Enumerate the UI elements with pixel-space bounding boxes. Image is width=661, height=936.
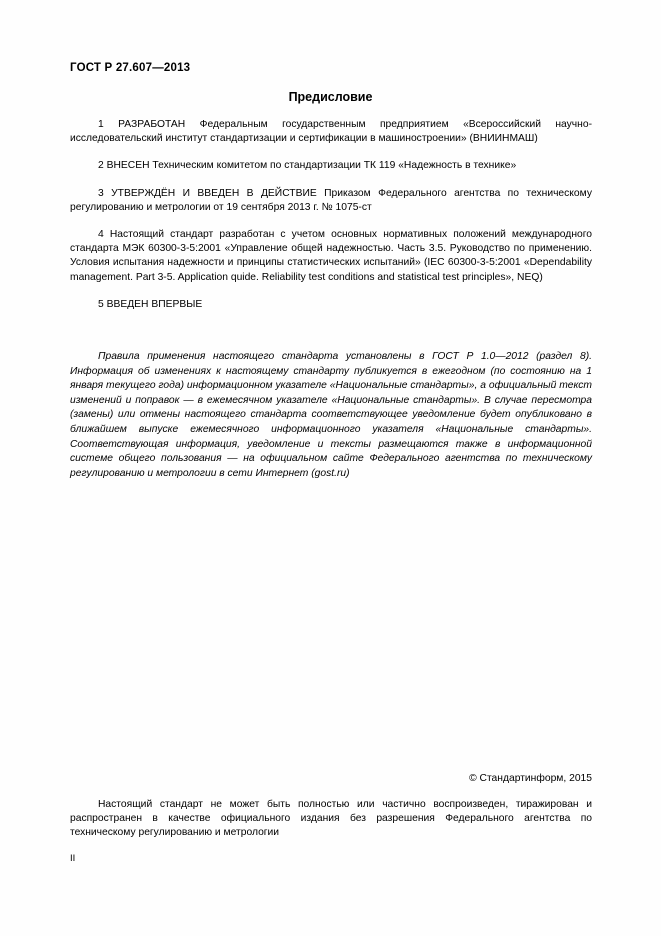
preface-item-2: 2 ВНЕСЕН Техническим комитетом по стандартизации ТК 119 «Надежность в технике» bbox=[98, 160, 517, 172]
standard-code: ГОСТ Р 27.607—2013 bbox=[70, 62, 191, 74]
preface-item-5: 5 ВВЕДЕН ВПЕРВЫЕ bbox=[98, 298, 203, 310]
reproduction-notice: Настоящий стандарт не может быть полностью или частично воспроизведен, тиражирован и распространен в качестве официального издания без разрешения Федерального агентства по техническому регулированию и метрологии bbox=[70, 799, 592, 839]
preface-item-4: 4 Настоящий стандарт разработан с учетом основных нормативных положений международного стандарта МЭК 60300-3-5:2001 «Управление общей надежностью. Часть 3.5. Руководство по применению. Условия испытания надежности и принципы статистических испытаний» (IEC 60300-3-5:2001 «Dependability management. Part 3-5. Application quide. Reliability test conditions and statistical test principles», NEQ) bbox=[70, 229, 592, 283]
copyright-line: © Стандартинформ, 2015 bbox=[469, 773, 592, 784]
page-number: II bbox=[70, 853, 76, 864]
application-rules-paragraph: Правила применения настоящего стандарта установлены в ГОСТ Р 1.0—2012 (раздел 8). Информация об изменениях к настоящему стандарту публикуется в ежегодном (по состоянию на 1 января текущего года) информационном указателе «Национальные стандарты», а официальный текст изменений и поправок — в ежемесячном указателе «Национальные стандарты». В случае пересмотра (замены) или отмены настоящего стандарта соответствующее уведомление будет опубликовано в ближайшем выпуске ежемесячного информационного указателя «Национальные стандарты». Соответствующая информация, уведомление и тексты размещаются также в информационной системе общего пользования — на официальном сайте Федерального агентства по техническому регулированию и метрологии в сети Интернет (gost.ru) bbox=[70, 351, 592, 479]
preface-item-3: 3 УТВЕРЖДЁН И ВВЕДЕН В ДЕЙСТВИЕ Приказом Федерального агентства по техническому регулированию и метрологии от 19 сентября 2013 г. № 1075-ст bbox=[70, 187, 592, 213]
page-title: Предисловие bbox=[288, 90, 373, 104]
preface-list bbox=[70, 118, 592, 325]
preface-item-1: 1 РАЗРАБОТАН Федеральным государственным предприятием «Всероссийский научно-исследовательский институт стандартизации и сертификации в машиностроении» (ВНИИНМАШ) bbox=[70, 119, 592, 145]
